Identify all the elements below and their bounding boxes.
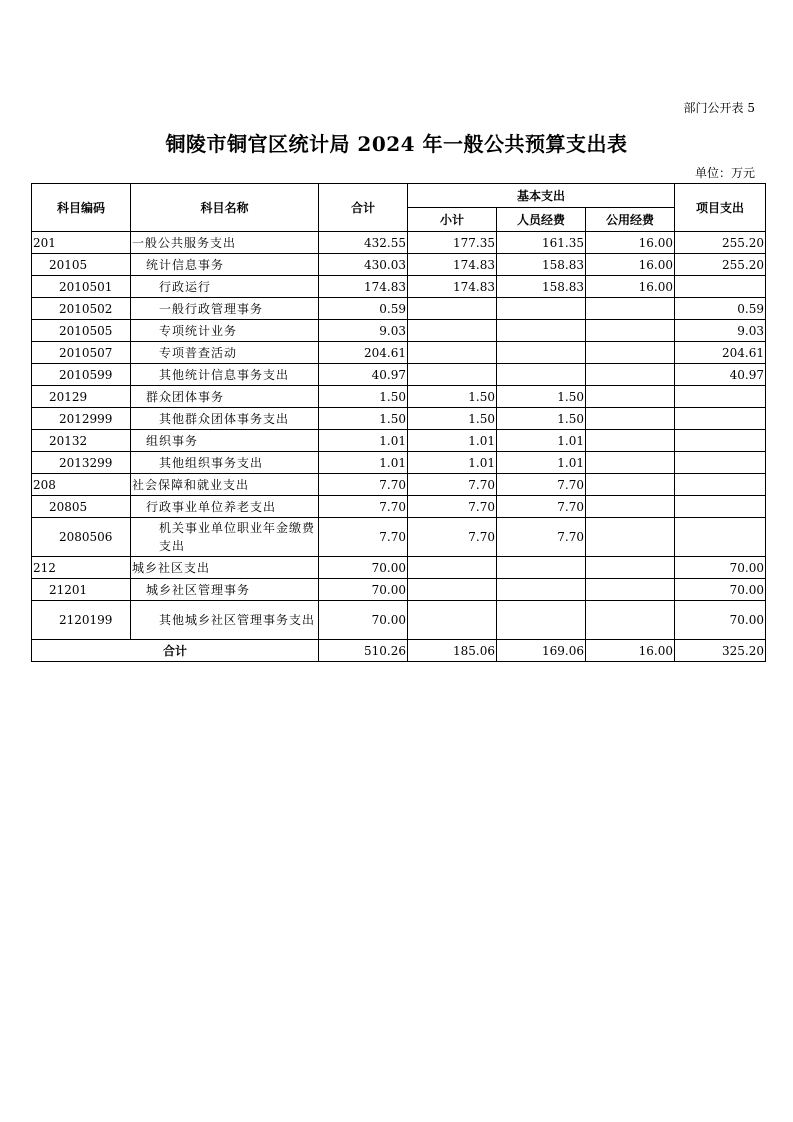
cell-subtotal: 174.83 — [408, 276, 497, 298]
cell-public — [586, 579, 675, 601]
cell-code: 2010501 — [32, 276, 131, 298]
cell-subtotal: 7.70 — [408, 518, 497, 557]
cell-subtotal: 1.50 — [408, 386, 497, 408]
cell-code: 20105 — [32, 254, 131, 276]
cell-total: 1.50 — [319, 408, 408, 430]
table-number: 部门公开表 5 — [683, 101, 755, 115]
cell-code: 2080506 — [32, 518, 131, 557]
cell-personnel: 1.01 — [497, 430, 586, 452]
cell-public: 16.00 — [586, 254, 675, 276]
cell-code: 2010507 — [32, 342, 131, 364]
cell-name: 群众团体事务 — [131, 386, 319, 408]
cell-project: 9.03 — [675, 320, 766, 342]
cell-name: 行政事业单位养老支出 — [131, 496, 319, 518]
cell-total: 430.03 — [319, 254, 408, 276]
cell-code: 20129 — [32, 386, 131, 408]
table-row — [32, 408, 766, 430]
cell-name: 组织事务 — [131, 430, 319, 452]
cell-personnel: 7.70 — [497, 496, 586, 518]
table-row — [32, 298, 766, 320]
cell-project — [675, 496, 766, 518]
cell-total: 70.00 — [319, 579, 408, 601]
cell-subtotal: 7.70 — [408, 496, 497, 518]
cell-public — [586, 342, 675, 364]
cell-public — [586, 518, 675, 557]
cell-code: 21201 — [32, 579, 131, 601]
cell-personnel — [497, 579, 586, 601]
header-name: 科目名称 — [131, 184, 319, 232]
cell-name: 专项普查活动 — [131, 342, 319, 364]
cell-personnel: 1.50 — [497, 386, 586, 408]
cell-personnel: 1.01 — [497, 452, 586, 474]
cell-name: 统计信息事务 — [131, 254, 319, 276]
table-row — [32, 232, 766, 254]
cell-total: 70.00 — [319, 557, 408, 579]
cell-project: 255.20 — [675, 254, 766, 276]
table-row — [32, 518, 766, 557]
table-body — [32, 232, 766, 662]
table-row — [32, 496, 766, 518]
cell-total: 70.00 — [319, 601, 408, 640]
cell-subtotal: 1.01 — [408, 452, 497, 474]
cell-public — [586, 601, 675, 640]
cell-project: 204.61 — [675, 342, 766, 364]
cell-total: 1.01 — [319, 452, 408, 474]
cell-public — [586, 430, 675, 452]
cell-subtotal — [408, 320, 497, 342]
cell-code: 2120199 — [32, 601, 131, 640]
cell-subtotal — [408, 342, 497, 364]
budget-table — [31, 183, 766, 662]
cell-total: 432.55 — [319, 232, 408, 254]
table-row — [32, 386, 766, 408]
total-public: 16.00 — [586, 640, 675, 662]
cell-project — [675, 386, 766, 408]
cell-project — [675, 430, 766, 452]
total-project: 325.20 — [675, 640, 766, 662]
table-row — [32, 276, 766, 298]
cell-personnel — [497, 601, 586, 640]
cell-code: 212 — [32, 557, 131, 579]
cell-name: 其他统计信息事务支出 — [131, 364, 319, 386]
cell-subtotal: 7.70 — [408, 474, 497, 496]
table-row — [32, 364, 766, 386]
cell-public — [586, 408, 675, 430]
unit-label: 单位：万元 — [694, 166, 755, 180]
cell-name: 其他组织事务支出 — [131, 452, 319, 474]
header-total: 合计 — [319, 184, 408, 232]
header-personnel: 人员经费 — [497, 208, 586, 232]
cell-total: 40.97 — [319, 364, 408, 386]
cell-project: 40.97 — [675, 364, 766, 386]
table-row — [32, 557, 766, 579]
cell-subtotal — [408, 601, 497, 640]
total-label: 合计 — [32, 640, 319, 662]
header-project: 项目支出 — [675, 184, 766, 232]
cell-public — [586, 298, 675, 320]
cell-name: 一般行政管理事务 — [131, 298, 319, 320]
total-personnel: 169.06 — [497, 640, 586, 662]
cell-public — [586, 557, 675, 579]
table-row — [32, 430, 766, 452]
cell-project: 70.00 — [675, 557, 766, 579]
cell-name: 机关事业单位职业年金缴费支出 — [131, 518, 319, 557]
cell-personnel: 1.50 — [497, 408, 586, 430]
cell-code: 2010502 — [32, 298, 131, 320]
header-basic: 基本支出 — [408, 184, 675, 208]
cell-subtotal: 1.01 — [408, 430, 497, 452]
cell-public — [586, 452, 675, 474]
table-row — [32, 320, 766, 342]
table-row — [32, 601, 766, 640]
cell-personnel — [497, 320, 586, 342]
cell-name: 一般公共服务支出 — [131, 232, 319, 254]
header-subtotal: 小计 — [408, 208, 497, 232]
cell-personnel — [497, 557, 586, 579]
cell-code: 2012999 — [32, 408, 131, 430]
cell-project: 70.00 — [675, 579, 766, 601]
cell-personnel: 7.70 — [497, 474, 586, 496]
cell-name: 城乡社区管理事务 — [131, 579, 319, 601]
cell-total: 7.70 — [319, 474, 408, 496]
cell-code: 208 — [32, 474, 131, 496]
cell-public — [586, 320, 675, 342]
header-code: 科目编码 — [32, 184, 131, 232]
cell-project — [675, 452, 766, 474]
cell-name: 社会保障和就业支出 — [131, 474, 319, 496]
cell-project: 255.20 — [675, 232, 766, 254]
table-row — [32, 254, 766, 276]
total-subtotal: 185.06 — [408, 640, 497, 662]
cell-personnel: 158.83 — [497, 276, 586, 298]
cell-personnel — [497, 364, 586, 386]
cell-subtotal — [408, 557, 497, 579]
total-row — [32, 640, 766, 662]
header-public: 公用经费 — [586, 208, 675, 232]
cell-subtotal — [408, 298, 497, 320]
cell-personnel: 161.35 — [497, 232, 586, 254]
cell-public — [586, 386, 675, 408]
cell-project — [675, 474, 766, 496]
cell-total: 9.03 — [319, 320, 408, 342]
cell-code: 20805 — [32, 496, 131, 518]
cell-project — [675, 518, 766, 557]
cell-project — [675, 276, 766, 298]
cell-name: 其他群众团体事务支出 — [131, 408, 319, 430]
cell-subtotal — [408, 579, 497, 601]
cell-total: 7.70 — [319, 496, 408, 518]
cell-code: 2013299 — [32, 452, 131, 474]
cell-personnel — [497, 342, 586, 364]
table-row — [32, 342, 766, 364]
table-row — [32, 474, 766, 496]
cell-total: 1.01 — [319, 430, 408, 452]
cell-public — [586, 496, 675, 518]
cell-total: 7.70 — [319, 518, 408, 557]
cell-personnel: 158.83 — [497, 254, 586, 276]
cell-public: 16.00 — [586, 232, 675, 254]
cell-project — [675, 408, 766, 430]
cell-public: 16.00 — [586, 276, 675, 298]
table-row — [32, 579, 766, 601]
cell-total: 0.59 — [319, 298, 408, 320]
cell-personnel — [497, 298, 586, 320]
cell-code: 20132 — [32, 430, 131, 452]
cell-subtotal: 177.35 — [408, 232, 497, 254]
table-row — [32, 452, 766, 474]
cell-total: 1.50 — [319, 386, 408, 408]
cell-personnel: 7.70 — [497, 518, 586, 557]
total-total: 510.26 — [319, 640, 408, 662]
cell-subtotal: 1.50 — [408, 408, 497, 430]
cell-code: 2010599 — [32, 364, 131, 386]
cell-project: 70.00 — [675, 601, 766, 640]
cell-code: 201 — [32, 232, 131, 254]
cell-total: 204.61 — [319, 342, 408, 364]
cell-name: 行政运行 — [131, 276, 319, 298]
cell-subtotal — [408, 364, 497, 386]
cell-subtotal: 174.83 — [408, 254, 497, 276]
cell-total: 174.83 — [319, 276, 408, 298]
cell-project: 0.59 — [675, 298, 766, 320]
cell-name: 专项统计业务 — [131, 320, 319, 342]
cell-code: 2010505 — [32, 320, 131, 342]
page-title: 铜陵市铜官区统计局 2024 年一般公共预算支出表 — [165, 132, 628, 156]
cell-name: 城乡社区支出 — [131, 557, 319, 579]
cell-public — [586, 474, 675, 496]
cell-name: 其他城乡社区管理事务支出 — [131, 601, 319, 640]
cell-public — [586, 364, 675, 386]
